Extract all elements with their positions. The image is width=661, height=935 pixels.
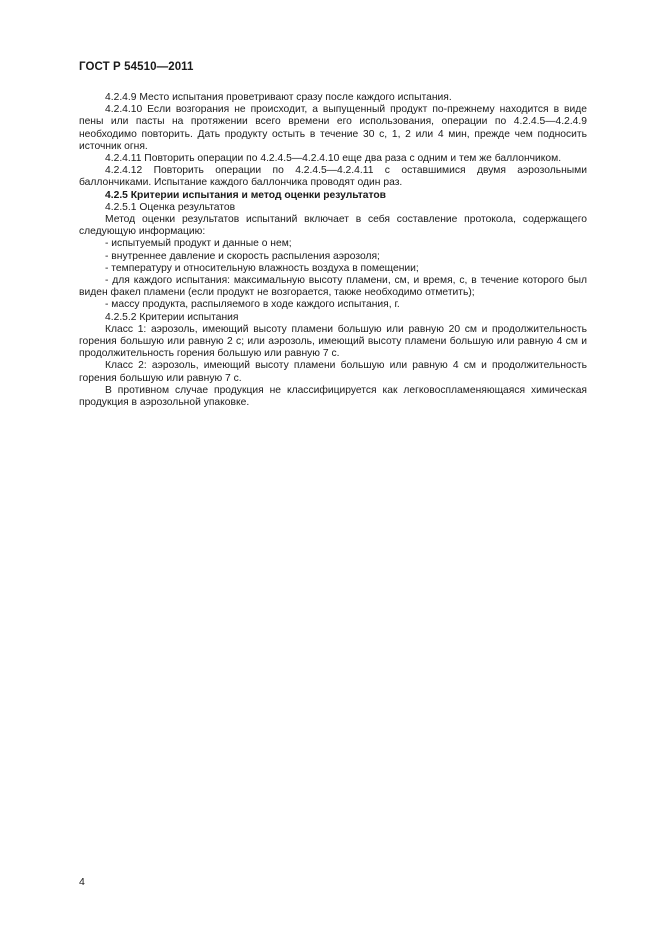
paragraph-otherwise: В противном случае продукция не классифицируется как легковоспламеняющаяся химическая продукция в аэрозольной упаковке. bbox=[79, 384, 587, 409]
paragraph-4-2-4-10: 4.2.4.10 Если возгорания не происходит, а выпущенный продукт по-прежнему находится в виде пены или пасты на протяжении всего времени его использования, операции по 4.2.4.5—4.2.4.9 необходимо повторить. Дать продукту остыть в течение 30 с, 1, 2 или 4 мин, прежде чем подносить источник огня. bbox=[79, 104, 587, 152]
document-header: ГОСТ Р 54510—2011 bbox=[79, 61, 194, 73]
paragraph-4-2-4-9: 4.2.4.9 Место испытания проветривают сразу после каждого испытания. bbox=[105, 92, 452, 103]
document-body bbox=[79, 92, 587, 409]
page-number: 4 bbox=[79, 876, 85, 888]
paragraph-evaluation-method: Метод оценки результатов испытаний включает в себя составление протокола, содержащего следующую информацию: bbox=[79, 214, 587, 238]
subsection-heading-4-2-5-2: 4.2.5.2 Критерии испытания bbox=[105, 311, 239, 323]
list-item: - испытуемый продукт и данные о нем; bbox=[105, 238, 292, 250]
list-item: - температуру и относительную влажность воздуха в помещении; bbox=[105, 262, 419, 274]
paragraph-4-2-4-12: 4.2.4.12 Повторить операции по 4.2.4.5—4.2.4.11 с оставшимися двумя аэрозольными баллончиками. Испытание каждого баллончика проводят один раз. bbox=[79, 165, 587, 189]
paragraph-class-2: Класс 2: аэрозоль, имеющий высоту пламени большую или равную 4 см и продолжительность горения большую или равную 7 с. bbox=[79, 360, 587, 384]
list-item: - массу продукта, распыляемого в ходе каждого испытания, г. bbox=[105, 299, 400, 311]
list-item: - внутреннее давление и скорость распыления аэрозоля; bbox=[105, 250, 380, 262]
subsection-heading-4-2-5-1: 4.2.5.1 Оценка результатов bbox=[105, 201, 236, 213]
section-heading-4-2-5: 4.2.5 Критерии испытания и метод оценки результатов bbox=[105, 189, 387, 201]
paragraph-class-1: Класс 1: аэрозоль, имеющий высоту пламени большую или равную 20 см и продолжительность горения большую или равную 2 с; или аэрозоль, имеющий высоту пламени большую или равную 4 см и продолжительность горения большую или равную 7 с. bbox=[79, 323, 587, 360]
paragraph-4-2-4-11: 4.2.4.11 Повторить операции по 4.2.4.5—4.2.4.10 еще два раза с одним и тем же баллончиком. bbox=[105, 153, 562, 165]
list-item: - для каждого испытания: максимальную высоту пламени, см, и время, с, в течение которого был виден факел пламени (если продукт не возгорается, также необходимо отметить); bbox=[79, 275, 587, 299]
